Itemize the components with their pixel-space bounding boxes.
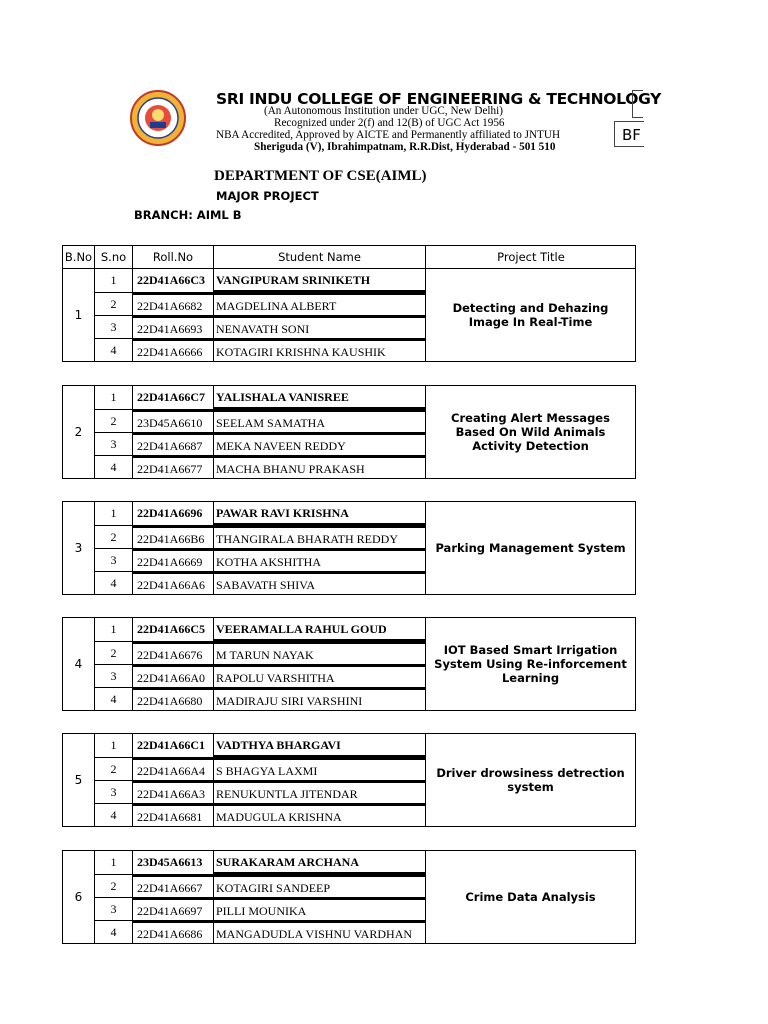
student-row — [95, 851, 426, 874]
student-roll-no: 22D41A6669 — [133, 549, 214, 572]
student-row — [95, 897, 426, 921]
project-group — [62, 850, 636, 944]
accreditation-line: NBA Accredited, Approved by AICTE and Permanently affiliated to JNTUH — [216, 129, 561, 141]
student-name: RENUKUNTLA JITENDAR — [214, 781, 426, 804]
student-row — [95, 571, 426, 595]
student-row — [95, 548, 426, 572]
student-name: YALISHALA VANISREE — [214, 386, 426, 409]
student-row — [95, 874, 426, 898]
student-row — [95, 409, 426, 433]
student-row — [95, 618, 426, 641]
student-sno: 1 — [95, 618, 133, 641]
project-title: Creating Alert Messages Based On Wild Animals Activity Detection — [451, 411, 610, 453]
student-row — [95, 432, 426, 456]
student-roll-no: 22D41A6677 — [133, 456, 214, 479]
student-sno: 3 — [95, 781, 133, 804]
student-sno: 3 — [95, 433, 133, 456]
student-row — [95, 292, 426, 316]
student-sno: 4 — [95, 572, 133, 595]
student-roll-no: 22D41A6693 — [133, 316, 214, 339]
branch-label: BRANCH: AIML B — [134, 208, 242, 222]
student-sno: 4 — [95, 339, 133, 362]
student-row — [95, 920, 426, 944]
student-row — [95, 269, 426, 292]
student-name: PAWAR RAVI KRISHNA — [214, 502, 426, 525]
student-roll-no: 22D41A66B6 — [133, 526, 214, 549]
student-row — [95, 502, 426, 525]
student-name: NENAVATH SONI — [214, 316, 426, 339]
student-name: SABAVATH SHIVA — [214, 572, 426, 595]
student-row — [95, 664, 426, 688]
project-title: Detecting and Dehazing Image In Real-Time — [452, 301, 609, 329]
student-sno: 4 — [95, 688, 133, 711]
student-name: VEERAMALLA RAHUL GOUD — [214, 618, 426, 641]
student-sno: 1 — [95, 734, 133, 757]
group-number: 2 — [63, 386, 95, 478]
student-roll-no: 22D41A6687 — [133, 433, 214, 456]
student-sno: 3 — [95, 898, 133, 921]
student-sno: 4 — [95, 921, 133, 944]
project-group — [62, 617, 636, 711]
student-name: MANGADUDLA VISHNU VARDHAN — [214, 921, 426, 944]
student-name: KOTAGIRI SANDEEP — [214, 875, 426, 898]
student-sno: 3 — [95, 665, 133, 688]
student-row — [95, 386, 426, 409]
group-number: 5 — [63, 734, 95, 826]
student-roll-no: 22D41A6676 — [133, 642, 214, 665]
institution-status: (An Autonomous Institution under UGC, New Delhi) — [264, 105, 503, 117]
project-title: IOT Based Smart Irrigation System Using Re-inforcement Learning — [434, 643, 627, 685]
student-name: RAPOLU VARSHITHA — [214, 665, 426, 688]
address-line: Sheriguda (V), Ibrahimpatnam, R.R.Dist, Hyderabad - 501 510 — [254, 141, 556, 153]
student-roll-no: 22D41A66A3 — [133, 781, 214, 804]
college-emblem-icon — [130, 90, 186, 146]
student-name: THANGIRALA BHARATH REDDY — [214, 526, 426, 549]
letterhead — [0, 0, 768, 160]
column-header-roll: Roll.No — [133, 246, 214, 268]
student-sno: 2 — [95, 293, 133, 316]
student-sno: 1 — [95, 851, 133, 874]
document-subtitle: MAJOR PROJECT — [216, 189, 319, 203]
student-roll-no: 22D41A66A6 — [133, 572, 214, 595]
student-roll-no: 22D41A6686 — [133, 921, 214, 944]
student-roll-no: 22D41A66C7 — [133, 386, 214, 409]
group-number: 3 — [63, 502, 95, 594]
student-roll-no: 22D41A6680 — [133, 688, 214, 711]
student-roll-no: 22D41A6682 — [133, 293, 214, 316]
student-row — [95, 780, 426, 804]
side-box-top — [632, 90, 643, 118]
student-row — [95, 687, 426, 711]
student-roll-no: 23D45A6613 — [133, 851, 214, 874]
student-name: MEKA NAVEEN REDDY — [214, 433, 426, 456]
student-roll-no: 22D41A6696 — [133, 502, 214, 525]
student-name: M TARUN NAYAK — [214, 642, 426, 665]
student-row — [95, 525, 426, 549]
student-roll-no: 22D41A66C1 — [133, 734, 214, 757]
column-header-name: Student Name — [214, 246, 426, 268]
student-sno: 2 — [95, 526, 133, 549]
project-title: Crime Data Analysis — [465, 890, 596, 904]
student-name: KOTAGIRI KRISHNA KAUSHIK — [214, 339, 426, 362]
student-sno: 2 — [95, 410, 133, 433]
student-sno: 1 — [95, 502, 133, 525]
student-sno: 3 — [95, 549, 133, 572]
student-row — [95, 641, 426, 665]
student-sno: 2 — [95, 642, 133, 665]
student-sno: 1 — [95, 386, 133, 409]
student-name: MAGDELINA ALBERT — [214, 293, 426, 316]
student-name: KOTHA AKSHITHA — [214, 549, 426, 572]
project-group — [62, 501, 636, 595]
project-title: Parking Management System — [435, 541, 626, 555]
student-roll-no: 22D41A6666 — [133, 339, 214, 362]
column-header-bno: B.No — [63, 246, 95, 268]
student-sno: 4 — [95, 456, 133, 479]
student-name: MACHA BHANU PRAKASH — [214, 456, 426, 479]
student-roll-no: 23D45A6610 — [133, 410, 214, 433]
student-name: MADIRAJU SIRI VARSHINI — [214, 688, 426, 711]
student-roll-no: 22D41A6667 — [133, 875, 214, 898]
column-header-sno: S.no — [95, 246, 133, 268]
side-box-bottom: BF — [614, 121, 644, 147]
student-sno: 3 — [95, 316, 133, 339]
student-row — [95, 757, 426, 781]
student-sno: 2 — [95, 875, 133, 898]
student-sno: 4 — [95, 804, 133, 827]
student-row — [95, 338, 426, 362]
project-group — [62, 268, 636, 362]
student-roll-no: 22D41A6697 — [133, 898, 214, 921]
student-name: VADTHYA BHARGAVI — [214, 734, 426, 757]
recognition-line: Recognized under 2(f) and 12(B) of UGC Act 1956 — [274, 117, 505, 129]
group-number: 6 — [63, 851, 95, 943]
student-name: S BHAGYA LAXMI — [214, 758, 426, 781]
student-name: PILLI MOUNIKA — [214, 898, 426, 921]
student-roll-no: 22D41A66C3 — [133, 269, 214, 292]
college-name: SRI INDU COLLEGE OF ENGINEERING & TECHNOLOGY — [216, 90, 662, 108]
student-roll-no: 22D41A66C5 — [133, 618, 214, 641]
project-group — [62, 733, 636, 827]
student-name: VANGIPURAM SRINIKETH — [214, 269, 426, 292]
student-roll-no: 22D41A66A0 — [133, 665, 214, 688]
student-name: MADUGULA KRISHNA — [214, 804, 426, 827]
student-row — [95, 734, 426, 757]
student-sno: 2 — [95, 758, 133, 781]
student-row — [95, 315, 426, 339]
student-name: SURAKARAM ARCHANA — [214, 851, 426, 874]
student-row — [95, 803, 426, 827]
project-group — [62, 385, 636, 479]
student-name: SEELAM SAMATHA — [214, 410, 426, 433]
student-sno: 1 — [95, 269, 133, 292]
student-roll-no: 22D41A66A4 — [133, 758, 214, 781]
group-number: 4 — [63, 618, 95, 710]
student-row — [95, 455, 426, 479]
column-header-title: Project Title — [497, 250, 565, 264]
group-number: 1 — [63, 269, 95, 361]
student-roll-no: 22D41A6681 — [133, 804, 214, 827]
department-title: DEPARTMENT OF CSE(AIML) — [214, 168, 427, 184]
table-header — [62, 245, 636, 269]
project-title: Driver drowsiness detrection system — [436, 766, 625, 794]
